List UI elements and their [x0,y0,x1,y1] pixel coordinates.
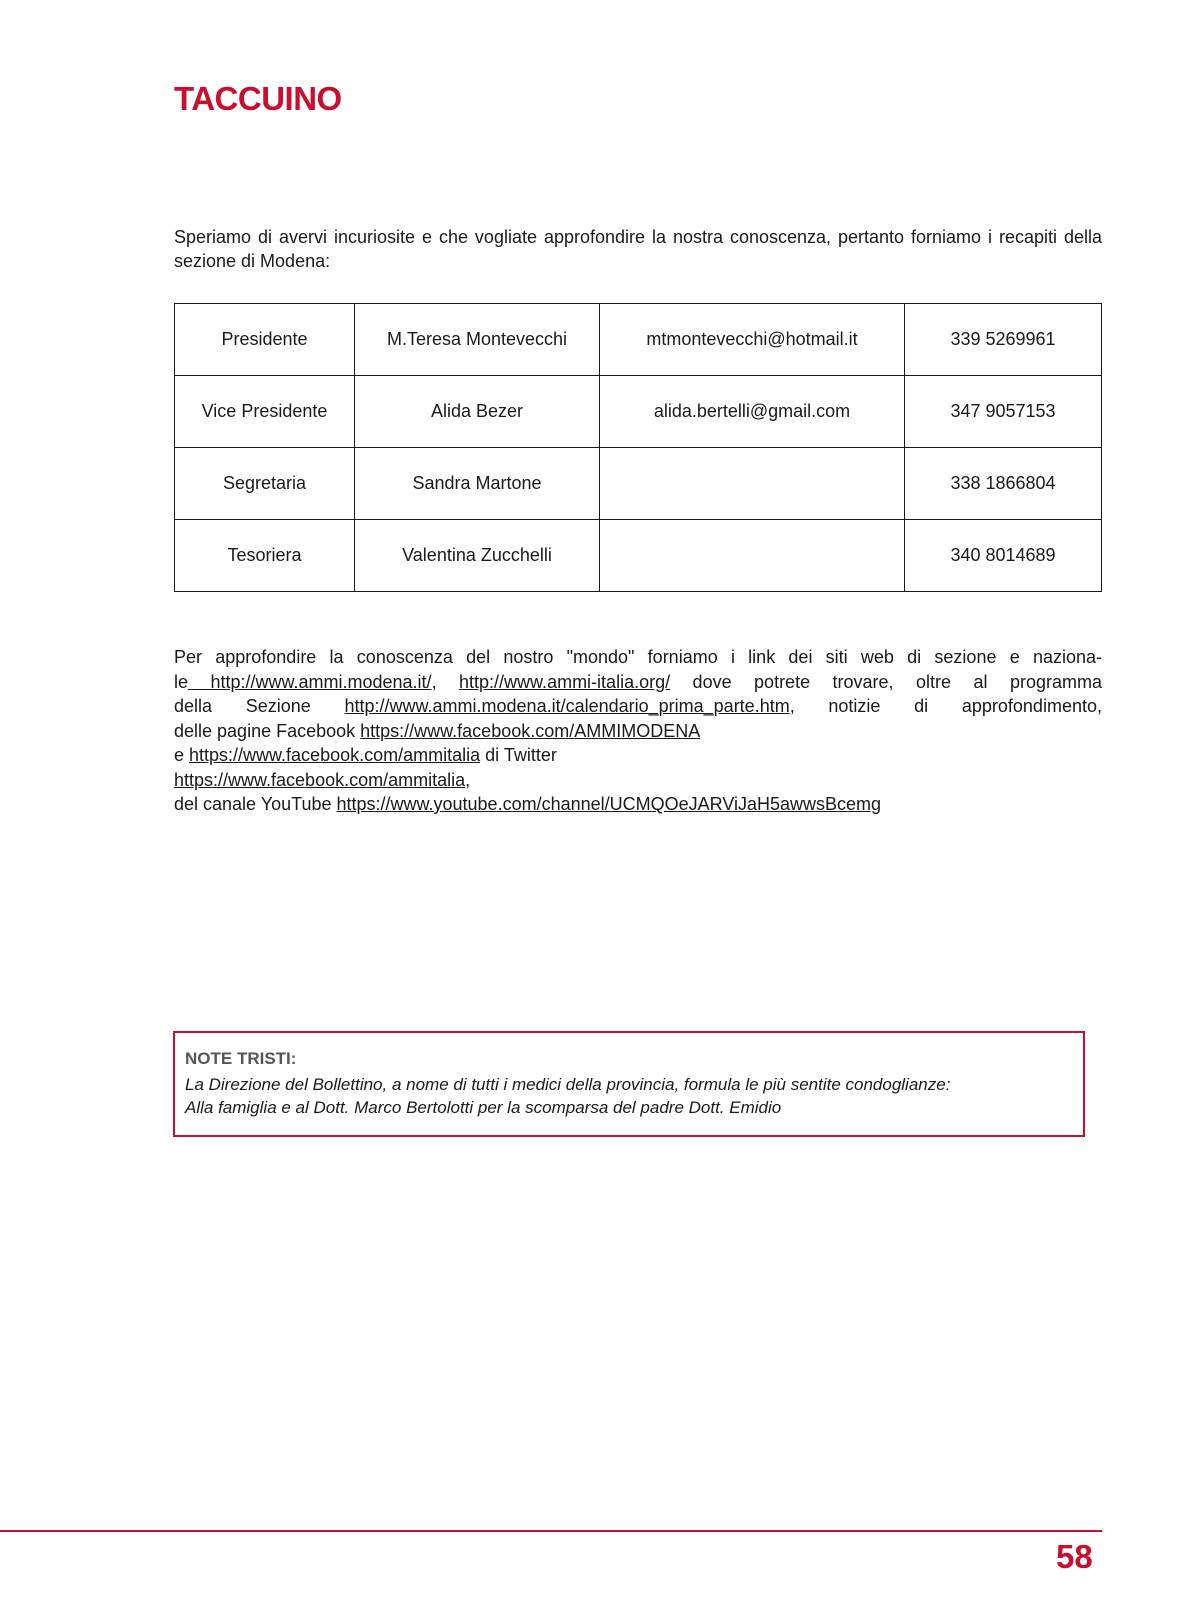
link-twitter[interactable]: https://www.facebook.com/ammitalia [174,769,466,790]
table-row [175,376,1102,448]
links-text: , [431,671,460,692]
links-text: e [174,745,190,765]
contact-name: Sandra Martone [355,448,600,520]
footer-divider [0,1530,1102,1532]
links-line-6 [174,768,1102,793]
contact-email [600,520,905,592]
links-text: delle pagine Facebook [174,720,361,741]
intro-paragraph: Speriamo di avervi incuriosite e che vogliate approfondire la nostra conoscenza, pertanto forniamo i recapiti della sezione di Modena: [174,227,1102,271]
link-programma[interactable]: http://www.ammi.modena.it/calendario_prima_parte.htm [344,696,790,716]
link-facebook-ammitalia[interactable]: https://www.facebook.com/ammitalia [189,745,481,765]
contact-phone: 339 5269961 [905,304,1102,376]
links-text: di Twitter [480,745,557,765]
table-row [175,520,1102,592]
links-line-5 [174,743,1102,768]
links-text: , [465,769,471,790]
links-text: del canale YouTube [174,794,337,814]
contact-phone: 347 9057153 [905,376,1102,448]
link-youtube-channel[interactable]: https://www.youtube.com/channel/UCMQOeJARViJaH5awwsBcemg [336,794,882,814]
contacts-table [174,303,1102,592]
links-line-3 [174,694,1102,719]
notes-line: Alla famiglia e al Dott. Marco Bertolotti per la scomparsa del padre Dott. Emidio [185,1098,782,1117]
table-row [175,448,1102,520]
contact-email: alida.bertelli@gmail.com [600,376,905,448]
contact-role: Tesoriera [175,520,355,592]
link-facebook-ammimodena[interactable]: https://www.facebook.com/AMMIMODENA [360,720,701,741]
contact-role: Presidente [175,304,355,376]
links-line-2 [174,670,1102,695]
contact-phone: 338 1866804 [905,448,1102,520]
notes-line: La Direzione del Bollettino, a nome di tutti i medici della provincia, formula le più sentite condoglianze: [185,1075,951,1094]
page-number: 58 [1056,1538,1093,1575]
link-sezione-website[interactable]: http://www.ammi.modena.it/ [188,671,432,692]
contact-email [600,448,905,520]
contact-phone: 340 8014689 [905,520,1102,592]
contact-name: Valentina Zucchelli [355,520,600,592]
links-line-7 [174,792,1102,817]
notes-box [173,1031,1085,1137]
notes-heading: NOTE TRISTI: [185,1049,297,1068]
contact-name: M.Teresa Montevecchi [355,304,600,376]
links-text: le [174,671,189,692]
table-row [175,304,1102,376]
links-paragraph [174,645,1102,817]
links-line-4 [174,719,1102,744]
links-text: , notizie di approfondimento, [789,696,1102,716]
contact-email: mtmontevecchi@hotmail.it [600,304,905,376]
page-title: TACCUINO [174,80,342,117]
contact-name: Alida Bezer [355,376,600,448]
link-national-website[interactable]: http://www.ammi-italia.org/ [459,671,671,692]
links-text: dove potrete trovare, oltre al programma [670,671,1102,692]
links-text: della Sezione [174,696,345,716]
contact-role: Segretaria [175,448,355,520]
links-line-1: Per approfondire la conoscenza del nostro "mondo" forniamo i link dei siti web di sezione e naziona- [174,647,1102,667]
contact-role: Vice Presidente [175,376,355,448]
